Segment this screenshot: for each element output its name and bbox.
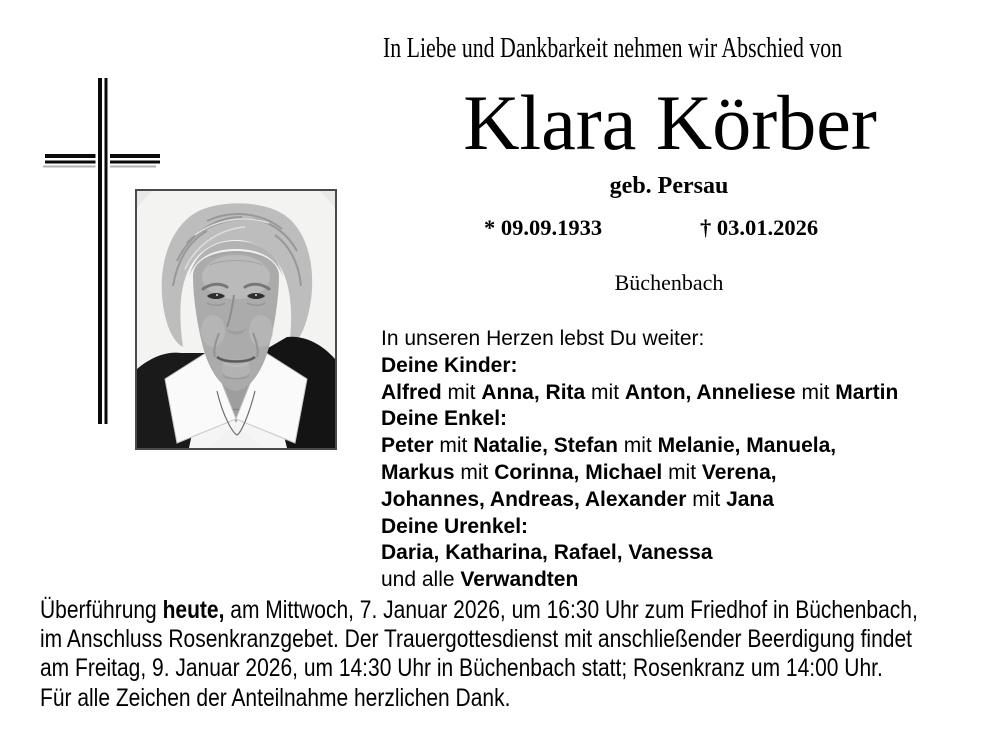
bold-text-segment: Verena,: [701, 460, 777, 484]
bold-text-segment: Martin: [835, 380, 899, 404]
bold-text-segment: Jana: [726, 487, 774, 511]
bold-text-segment: Peter: [381, 434, 434, 458]
bold-text-segment: Verwandten: [460, 568, 579, 592]
maiden-name: geb. Persau: [609, 173, 729, 199]
text-segment: mit: [795, 380, 836, 404]
bold-text-segment: heute,: [162, 596, 225, 624]
text-segment: mit: [585, 380, 625, 404]
text-segment: Überführung: [40, 596, 163, 624]
text-line: [381, 567, 898, 594]
text-segment: mit: [617, 434, 658, 458]
portrait-photo: [135, 189, 337, 450]
bold-text-segment: Corinna, Michael: [494, 460, 663, 484]
funeral-notice-block: [40, 596, 918, 713]
bold-text-segment: Natalie, Stefan: [473, 434, 618, 458]
text-segment: Für alle Zeichen der Anteilnahme herzlichen Dank.: [40, 683, 511, 712]
text-line: [40, 684, 918, 713]
bold-text-segment: Daria, Katharina, Rafael, Vanessa: [381, 541, 713, 565]
text-segment: mit: [441, 380, 482, 404]
bold-text-segment: Johannes, Andreas, Alexander: [381, 487, 687, 511]
text-line: [381, 353, 898, 380]
text-line: [40, 625, 918, 654]
text-segment: mit: [454, 460, 495, 484]
family-block: [381, 326, 898, 594]
bold-text-segment: Alfred: [381, 380, 442, 404]
place-name: Büchenbach: [614, 270, 724, 295]
bold-text-segment: Deine Urenkel:: [381, 514, 529, 538]
text-line: [40, 596, 918, 625]
text-line: [381, 326, 898, 353]
bold-text-segment: Markus: [381, 460, 455, 484]
text-segment: und alle: [381, 568, 461, 592]
text-line: [381, 380, 898, 407]
text-segment: am Freitag, 9. Januar 2026, um 14:30 Uhr in Büchenbach statt; Rosenkranz um 14:00 Uhr.: [40, 654, 883, 683]
death-date: † 03.01.2026: [699, 215, 819, 240]
text-segment: am Mittwoch, 7. Januar 2026, um 16:30 Uhr zum Friedhof in Büchenbach,: [224, 596, 918, 624]
text-line: [40, 654, 918, 683]
text-line: [381, 406, 898, 433]
text-line: [381, 487, 898, 514]
bold-text-segment: Deine Enkel:: [381, 407, 508, 431]
birth-date: * 09.09.1933: [483, 215, 603, 240]
bold-text-segment: Anton, Anneliese: [624, 380, 796, 404]
text-segment: In unseren Herzen lebst Du weiter:: [381, 327, 705, 350]
bold-text-segment: Anna, Rita: [481, 380, 586, 404]
intro-line: In Liebe und Dankbarkeit nehmen wir Abschied von: [383, 33, 843, 64]
bold-text-segment: Deine Kinder:: [381, 353, 518, 377]
text-line: [381, 460, 898, 487]
text-line: [381, 514, 898, 541]
text-segment: im Anschluss Rosenkranzgebet. Der Trauergottesdienst mit anschließender Beerdigung findet: [40, 625, 912, 654]
deceased-name: Klara Körber: [463, 79, 877, 166]
portrait-illustration: [137, 191, 335, 448]
text-segment: mit: [662, 460, 702, 484]
text-line: [381, 540, 898, 567]
text-segment: mit: [686, 487, 727, 511]
text-line: [381, 433, 898, 460]
bold-text-segment: Melanie, Manuela,: [657, 434, 837, 458]
text-segment: mit: [433, 434, 474, 458]
